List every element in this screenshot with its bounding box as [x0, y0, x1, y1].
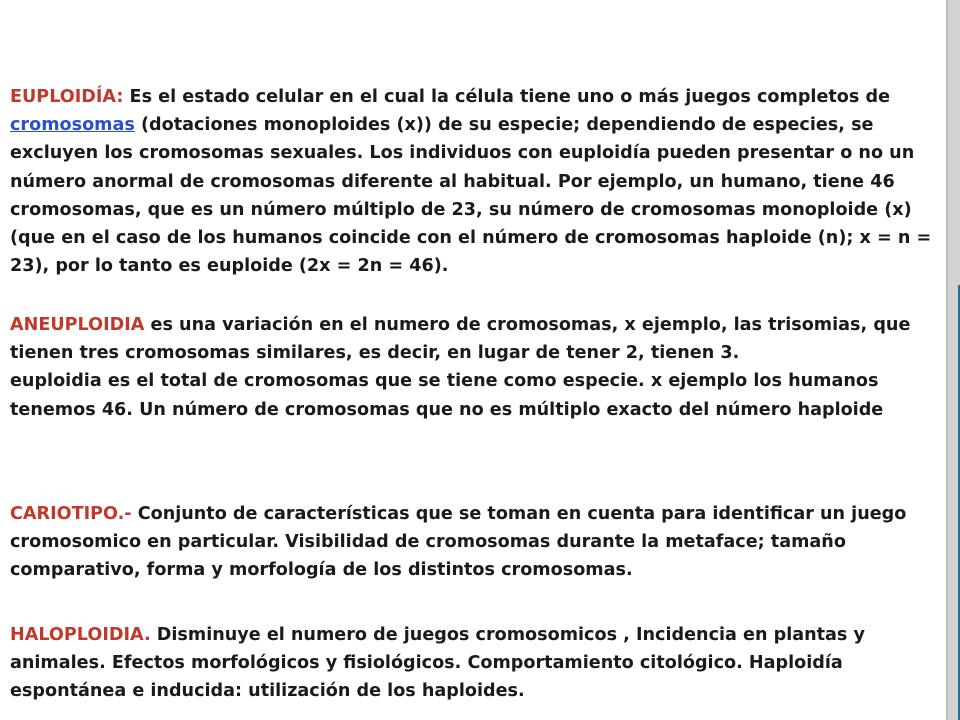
aneuploidia-term: ANEUPLOIDIA: [10, 315, 145, 335]
aneuploidia-paragraph: [10, 311, 940, 424]
euploidia-paragraph: [10, 83, 940, 280]
cariotipo-paragraph: [10, 500, 940, 585]
euploidia-text-a: Es el estado celular en el cual la célula tiene uno o más juegos completos de: [123, 87, 891, 107]
cariotipo-term: CARIOTIPO.-: [10, 504, 132, 524]
haloploidia-text: Disminuye el numero de juegos cromosomicos , Incidencia en plantas y animales. Efectos morfológicos y fisiológicos. Comportamiento citológico. Haploidía espontánea e inducida: utilización de los haploides.: [10, 625, 865, 702]
aneuploidia-text-b: euploidia es el total de cromosomas que se tiene como especie. x ejemplo los humanos tenemos 46. Un número de cromosomas que no es múltiplo exacto del número haploide: [10, 371, 884, 420]
haloploidia-term: HALOPLOIDIA.: [10, 625, 151, 645]
euploidia-text-b: (dotaciones monoploides (x)) de su especie; dependiendo de especies, se excluyen los cromosomas sexuales. Los individuos con euploidía pueden presentar o no un número anormal de cromosomas diferente al habitual. Por ejemplo, un humano, tiene 46 cromosomas, que es un número múltiplo de 23, su número de cromosomas monoploide (x) (que en el caso de los humanos coincide con el número de cromosomas haploide (n); x = n = 23), por lo tanto es euploide (2x = 2n = 46).: [10, 115, 932, 277]
slide-edge-line: [946, 0, 948, 720]
cariotipo-text: Conjunto de características que se toman en cuenta para identificar un juego cromosomico en particular. Visibilidad de cromosomas durante la metaface; tamaño comparativo, forma y morfología de los distintos cromosomas.: [10, 504, 907, 581]
cromosomas-link[interactable]: cromosomas: [10, 115, 135, 136]
euploidia-term: EUPLOIDÍA:: [10, 87, 124, 107]
aneuploidia-text-a: es una variación en el numero de cromosomas, x ejemplo, las trisomias, que tienen tres cromosomas similares, es decir, en lugar de tener 2, tienen 3.: [10, 315, 911, 364]
haloploidia-paragraph: [10, 621, 940, 706]
